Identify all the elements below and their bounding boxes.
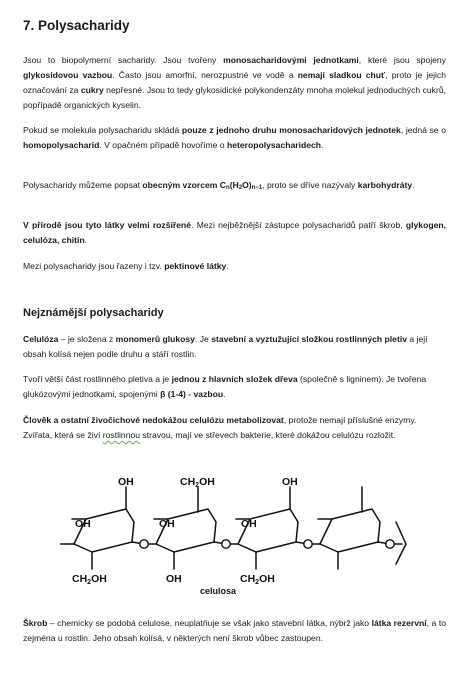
label-oh-ring-2: OH <box>159 518 175 530</box>
paragraph-pectin: Mezi polysacharidy jsou řazeny i tzv. pektinové látky. <box>23 261 229 271</box>
label-oh-top-3: OH <box>282 476 298 488</box>
section-heading: Nejznámější polysacharidy <box>23 307 164 319</box>
paragraph-definition: Jsou to biopolymerní sacharidy. Jsou tvořeny monosacharidovými jednotkami, které jsou spojeny glykosidovou vazbou. Často jsou amorfní, nerozpustné ve vodě a nemají sladkou chuť, proto je jejich označování za cukry nepřesné. Jsou to tedy glykosidické polykondenzáty mnoha molekul jednoduchých cukrů, popřípadě organických kyselin. <box>23 55 447 110</box>
label-oh-ring-3: OH <box>241 518 257 530</box>
glycosidic-oxygen-1 <box>140 540 148 548</box>
label-ch2oh-top: CH2OH <box>180 476 215 489</box>
paragraph-formula: Polysacharidy můžeme popsat obecným vzorcem $C_n(H_2O)_{n-1}$, proto se dříve nazývaly karbohydráty. <box>23 180 415 191</box>
label-oh-ring-1: OH <box>75 518 91 530</box>
paragraph-wood: Tvoří větší část rostlinného pletiva a je jednou z hlavních složek dřeva (společně s ligninem). Je tvořena glukózovými jednotkami, spojenými β (1-4) - vazbou. <box>23 374 427 399</box>
glycosidic-oxygen-3 <box>304 540 312 548</box>
label-ch2oh-bottom-1: CH2OH <box>72 573 107 586</box>
paragraph-homopolysaccharide: Pokud se molekula polysacharidu skládá pouze z jednoho druhu monosacharidových jednotek, jedná se o homopolysacharid. V opačném případě hovoříme o heteropolysacharidech. <box>23 125 446 150</box>
paragraph-starch: Škrob – chemicky se podobá celulose, neuplatňuje se však jako stavební látka, nýbrž jako látka rezervní, a to zejména u rostlin. Jeho obsah kolísá, v některých není škrob vůbec zastoupen. <box>23 618 447 643</box>
glycosidic-oxygen-2 <box>222 540 230 548</box>
cellulose-structure-diagram <box>60 472 430 597</box>
paragraph-occurrence: V přírodě jsou tyto látky velmi rozšířené. Mezi nejběžnější zástupce polysacharidů patří škrob, glykogen, celulóza, chitin. <box>23 220 446 245</box>
glycosidic-oxygen-4 <box>386 540 394 548</box>
label-oh-top-1: OH <box>118 476 134 488</box>
page-title: 7. Polysacharidy <box>23 18 130 33</box>
paragraph-cellulose: Celulóza – je složena z monomerů glukosy. Je stavební a vyztužující složkou rostlinných pletiv a její obsah kolísá nejen podle druhu a stáří rostlin. <box>23 334 428 359</box>
label-ch2oh-bottom-3: CH2OH <box>240 573 275 586</box>
figure-caption: celulosa <box>200 586 237 596</box>
paragraph-metabolism: Člověk a ostatní živočichové nedokážou celulózu metabolizovat, protože nemají příslušné enzymy. Zvířata, která se živí rostlinnou stravou, mají ve střevech bakterie, které dokážou celulózu rozložit. <box>23 415 417 440</box>
label-oh-bottom-2: OH <box>166 573 182 585</box>
